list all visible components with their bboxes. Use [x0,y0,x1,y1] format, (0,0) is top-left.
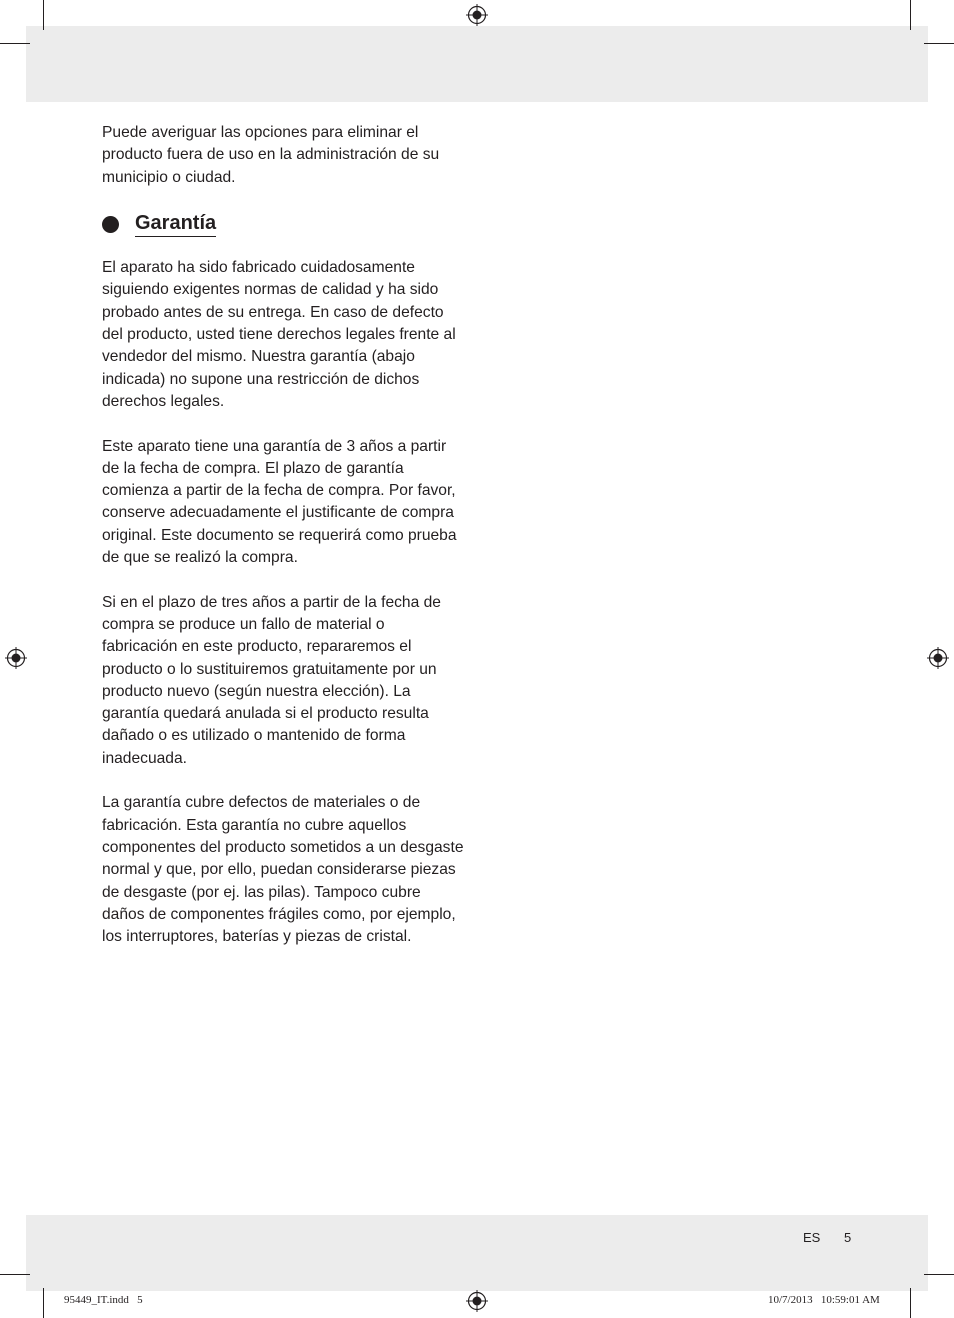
section-heading-text: Garantía [135,211,216,237]
footer-band [26,1215,928,1291]
crop-mark [924,43,954,44]
slug-timestamp: 10/7/2013 10:59:01 AM [768,1294,880,1306]
registration-mark-icon [466,4,488,26]
footer-language: ES [803,1230,821,1245]
bullet-icon [102,216,119,233]
registration-mark-icon [466,1290,488,1312]
header-band [26,26,928,102]
paragraph: Si en el plazo de tres años a partir de la fecha de compra se produce un fallo de material o fabricación en este producto, repararemos el producto o lo sustituiremos gratuitamente por un producto nuevo (según nuestra elección). La garantía quedará anulada si el producto resulta dañado o es utilizado o mantenido de forma inadecuada. [102,593,441,767]
crop-mark [0,43,30,44]
intro-paragraph: Puede averiguar las opciones para eliminar el producto fuera de uso en la administración de su municipio o ciudad. [102,124,440,186]
registration-mark-icon [5,647,27,669]
crop-mark [924,1274,954,1275]
crop-mark [0,1274,30,1275]
section-heading [102,211,464,237]
slug-filename: 95449_IT.indd 5 [64,1294,143,1306]
page-number: 5 [844,1230,852,1245]
crop-mark [910,0,911,30]
crop-mark [43,0,44,30]
paragraph: El aparato ha sido fabricado cuidadosamente siguiendo exigentes normas de calidad y ha sido probado antes de su entrega. En caso de defecto del producto, usted tiene derechos legales frente al vendedor del mismo. Nuestra garantía (abajo indicada) no supone una restricción de dichos derechos legales. [102,259,456,410]
paragraph: La garantía cubre defectos de materiales o de fabricación. Esta garantía no cubre aquellos componentes del producto sometidos a un desgaste normal y que, por ello, puedan considerarse piezas de desgaste (por ej. las pilas). Tampoco cubre daños de componentes frágiles como, por ejemplo, los interruptores, baterías y piezas de cristal. [102,794,464,946]
crop-mark [43,1288,44,1318]
text-column [102,122,464,971]
paragraph: Este aparato tiene una garantía de 3 años a partir de la fecha de compra. El plazo de garantía comienza a partir de la fecha de compra. Por favor, conserve adecuadamente el justificante de compra original. Este documento se requerirá como prueba de que se realizó la compra. [102,437,457,567]
crop-mark [910,1288,911,1318]
registration-mark-icon [927,647,949,669]
